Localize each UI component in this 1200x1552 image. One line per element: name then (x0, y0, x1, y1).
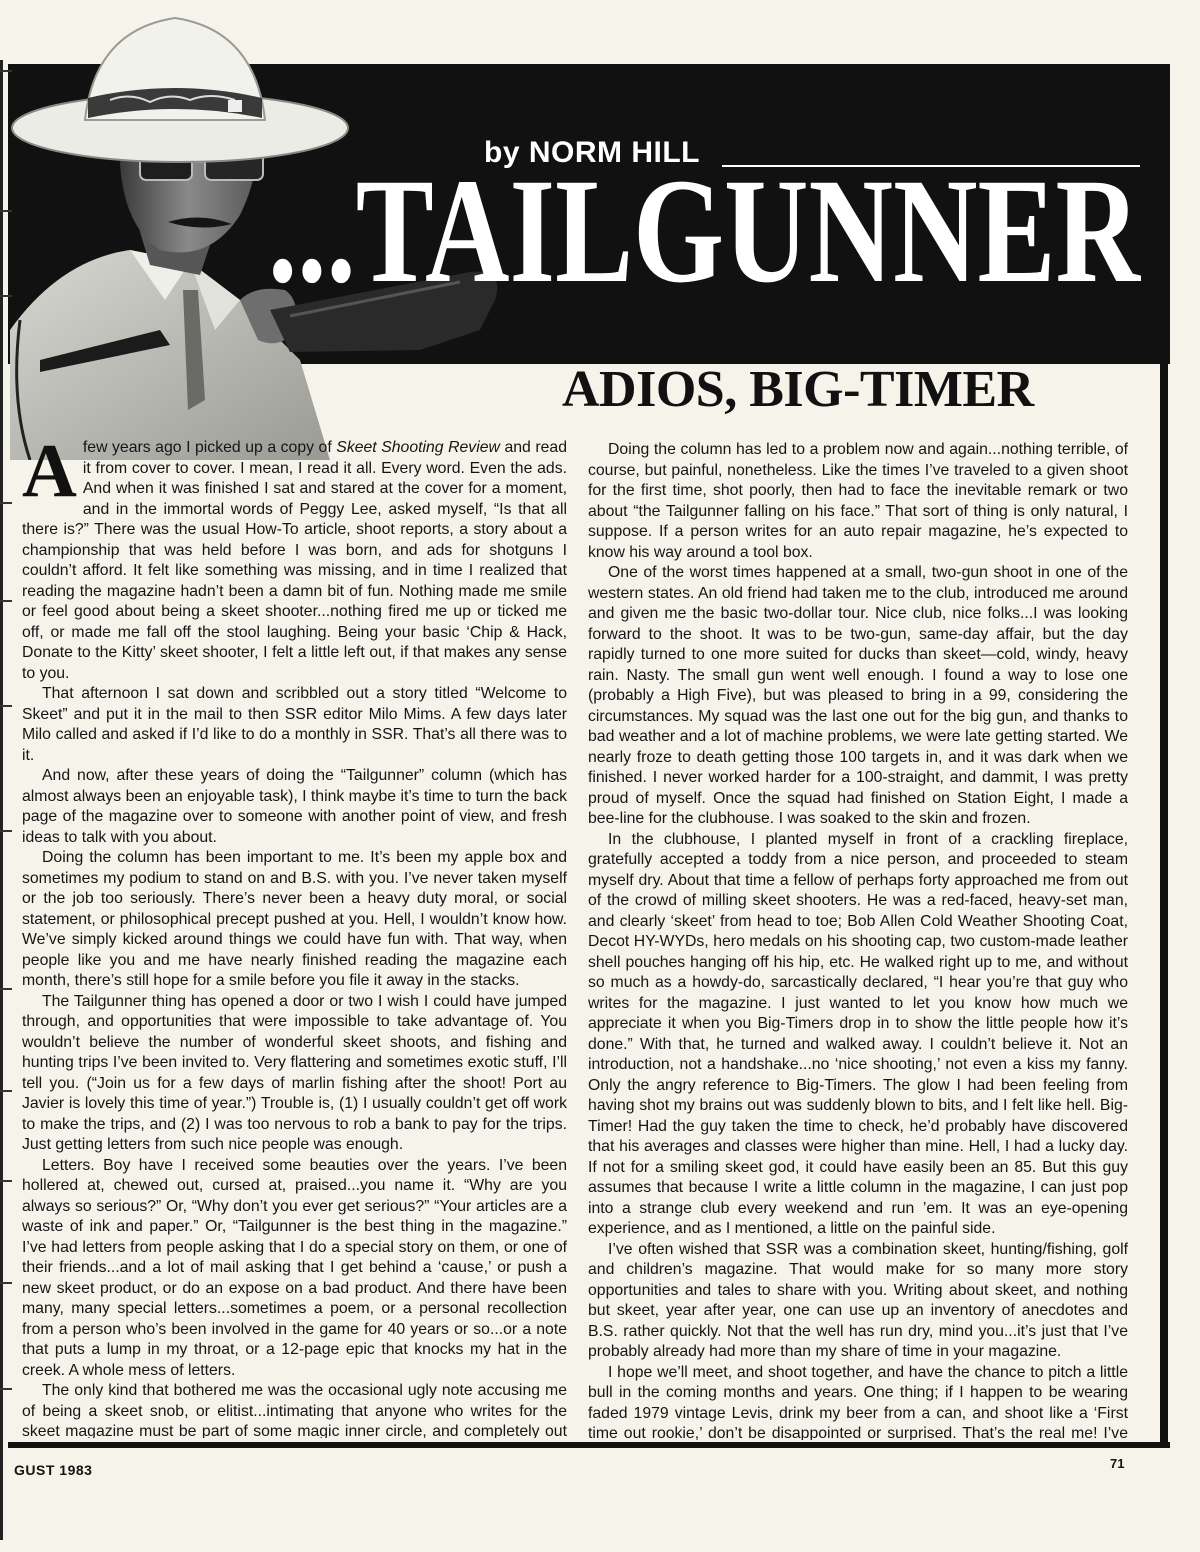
paragraph: A few years ago I picked up a copy of Skeet Shooting Review and read it from cover to cover. I mean, I read it all. Every word. Even the ads. And when it was finished I sat and stared at the cover for a moment, and in the immortal words of Peggy Lee, asked myself, “Is that all there is?” There was the usual How-To article, shoot reports, a story about a championship that was held before I was born, and ads for shotguns I couldn’t afford. It felt like something was missing, and in time I realized that reading the magazine hadn’t been a damn bit of fun. Nothing made me smile or feel good about being a skeet shooter...nothing fired me up or ticked me off, or made me fall off the stool laughing. Being your basic ‘Chip & Hack, Donate to the Kitty’ skeet shooter, I felt a little left out, if that makes any sense to you. (22, 438, 567, 682)
drop-cap: A (22, 438, 77, 513)
paragraph: The Tailgunner thing has opened a door or two I wish I could have jumped through, and opportunities that were impossible to take advantage of. You wouldn’t believe the number of wonderful skeet shoots, and fishing and hunting trips I’ve been invited to. Very flattering and sometimes exotic stuff, I’ll tell you. (“Join us for a few days of marlin fishing after the shoot! Port au Javier is lovely this time of year.”) Trouble is, (1) I usually couldn’t get off work to make the trips, and (2) I was too nervous to rob a bank to pay for the trips. Just getting letters from such nice people was enough. (22, 992, 567, 1153)
paragraph: One of the worst times happened at a small, two-gun shoot in one of the western states. An old friend had taken me to the club, introduced me around and given me the basic two-dollar tour. Nice club, nice folks...I was looking forward to the shoot. It was to be two-gun, same-day affair, but the day rapidly turned to one more suited for ducks than skeet—cold, windy, heavy rain. Nasty. The small gun went well enough. I found a way to lose one (probably a High Five), but was pleased to bring in a 99, considering the circumstances. My squad was the last one out for the big gun, and thanks to bad weather and a lot of machine problems, we were late getting started. We nearly froze to death getting those 100 targets in, and it was dark when we finished. I never worked harder for a 100-straight, and dammit, I was pretty proud of myself. Once the squad had finished on Station Eight, I made a bee-line for the clubhouse. I was soaked to the skin and frozen. (588, 564, 1128, 827)
binding-mark (0, 70, 12, 72)
masthead-text: ...TAILGUNNER (268, 155, 1142, 290)
binding-mark (0, 295, 12, 297)
binding-mark (0, 600, 12, 602)
binding-mark (0, 988, 12, 990)
binding-mark (0, 1180, 12, 1182)
issue-date: GUST 1983 (14, 1462, 93, 1478)
masthead-title (268, 155, 1148, 290)
paragraph: Doing the column has led to a problem now and again...nothing terrible, of course, but painful, nonetheless. Like the times I’ve traveled to a given shoot for the first time, shot poorly, then had to face the inevitable remark or two about “the Tailgunner falling on his face.” That sort of thing is only natural, I suppose. If a person writes for an auto repair magazine, he’s expected to know his way around a tool box. (588, 441, 1128, 561)
headline: ADIOS, BIG-TIMER (562, 361, 1034, 418)
left-column (22, 438, 567, 1438)
binding-mark (0, 1090, 12, 1092)
byline: by NORM HILL (484, 136, 700, 169)
right-column (588, 440, 1128, 1440)
binding-mark (0, 502, 12, 504)
paragraph: That afternoon I sat down and scribbled out a story titled “Welcome to Skeet” and put it in the mail to then SSR editor Milo Mims. A few days later Milo called and asked if I’d like to do a monthly in SSR. That’s all there was to it. (22, 685, 567, 764)
binding-mark (0, 1388, 12, 1390)
paragraph: In the clubhouse, I planted myself in front of a crackling fireplace, gratefully accepted a toddy from a nice person, and proceeded to steam myself dry. About that time a fellow of perhaps forty approached me from out of the crowd of milling skeet shooters. He was a red-faced, heavy-set man, and clearly ‘skeet’ from head to toe; Bob Allen Cold Weather Shooting Coat, Decot HY-WYDs, hero medals on his shooting cap, two custom-made leather shell pouches hanging off his hip, etc. He walked right up to me, and without so much as a howdy-do, sarcastically declared, “I hear you’re that guy who writes for the magazine. I just wanted to let you know how much we appreciate it when you Big-Timers drop in to show the little people how it’s done.” With that, he turned and walked away. I couldn’t believe it. Not an introduction, not a handshake...no ‘nice shooting,’ not even a kiss my fanny. Only the angry reference to Big-Timers. The glow I had been feeling from having shot my brains out was suddenly blown to bits, and I felt like hell. Big-Timer! Had the guy taken the time to check, he’d probably have discovered that his averages and classes were higher than mine. Hell, I had a lucky day. If not for a smiling skeet god, it could have easily been an 85. But this guy assumes that because I write a little column in the magazine, I can just pop into a strange club every weekend and run ’em. It was an eye-opening experience, and as I mentioned, a little on the painful side. (588, 830, 1128, 1237)
binding-mark (0, 210, 12, 212)
paragraph: I’ve often wished that SSR was a combination skeet, hunting/fishing, golf and children’s magazine. That would make for so many more story opportunities and tales to share with you. Writing about skeet, and nothing but skeet, year after year, one can use up an inventory of anecdotes and B.S. rather quickly. Not that the well has run dry, mind you...it’s just that I’ve probably already had more than my share of time in your magazine. (588, 1240, 1128, 1360)
bottom-rule (8, 1442, 1170, 1448)
binding-mark (0, 705, 12, 707)
paragraph: And now, after these years of doing the “Tailgunner” column (which has almost always been an enjoyable task), I think maybe it’s time to turn the back page of the magazine over to someone with another point of view, and fresh ideas to talk with you about. (22, 767, 567, 846)
paragraph: The only kind that bothered me was the occasional ugly note accusing me of being a skeet snob, or elitist...intimating that anyone who writes for the skeet magazine must be part of some magic inner circle, and completely out (22, 1382, 567, 1438)
paragraph: I hope we’ll meet, and shoot together, and have the chance to pitch a little bull in the coming months and years. One thing; if I happen to be wearing faded 1979 vintage Levis, drink my beer from a can, and shoot like a ‘First time out rookie,’ don’t be disappointed or surprised. That’s the real me! I’ve (588, 1363, 1128, 1441)
binding-edge (0, 60, 3, 1540)
binding-mark (0, 1282, 12, 1284)
right-border-rule (1160, 364, 1168, 1442)
binding-mark (0, 830, 12, 832)
paragraph: Doing the column has been important to me. It’s been my apple box and sometimes my podium to stand on and B.S. with you. I’ve never taken myself or the job too seriously. There’s never been a heavy duty moral, or social statement, or philosophical precept pushed at you. Hell, I wouldn’t know how. We’ve simply kicked around things we could have fun with. That way, when people like you and me have nearly finished reading the magazine each month, there’s still hope for a smile before you file it away in the stacks. (22, 849, 567, 989)
page-number: 71 (1110, 1456, 1125, 1471)
magazine-title: Skeet Shooting Review (336, 439, 500, 456)
paragraph: Letters. Boy have I received some beauties over the years. I’ve been hollered at, chewed out, cursed at, praised...you name it. “Why are you always so serious?” Or, “Why don’t you ever get serious?” “Your articles are a waste of ink and paper.” Or, “Tailgunner is the best thing in the magazine.” I’ve had letters from people asking that I do a special story on them, or one of their friends...and a lot of mail asking that I get behind a ‘cause,’ or push a new skeet product, or do an expose on a bad product. And there have been many, many special letters...sometimes a poem, or a personal recollection from a person who’s been involved in the game for 40 years or so...or a note that puts a lump in my throat, or a 12-page epic that knocks my hat in the creek. A whole mess of letters. (22, 1156, 567, 1379)
